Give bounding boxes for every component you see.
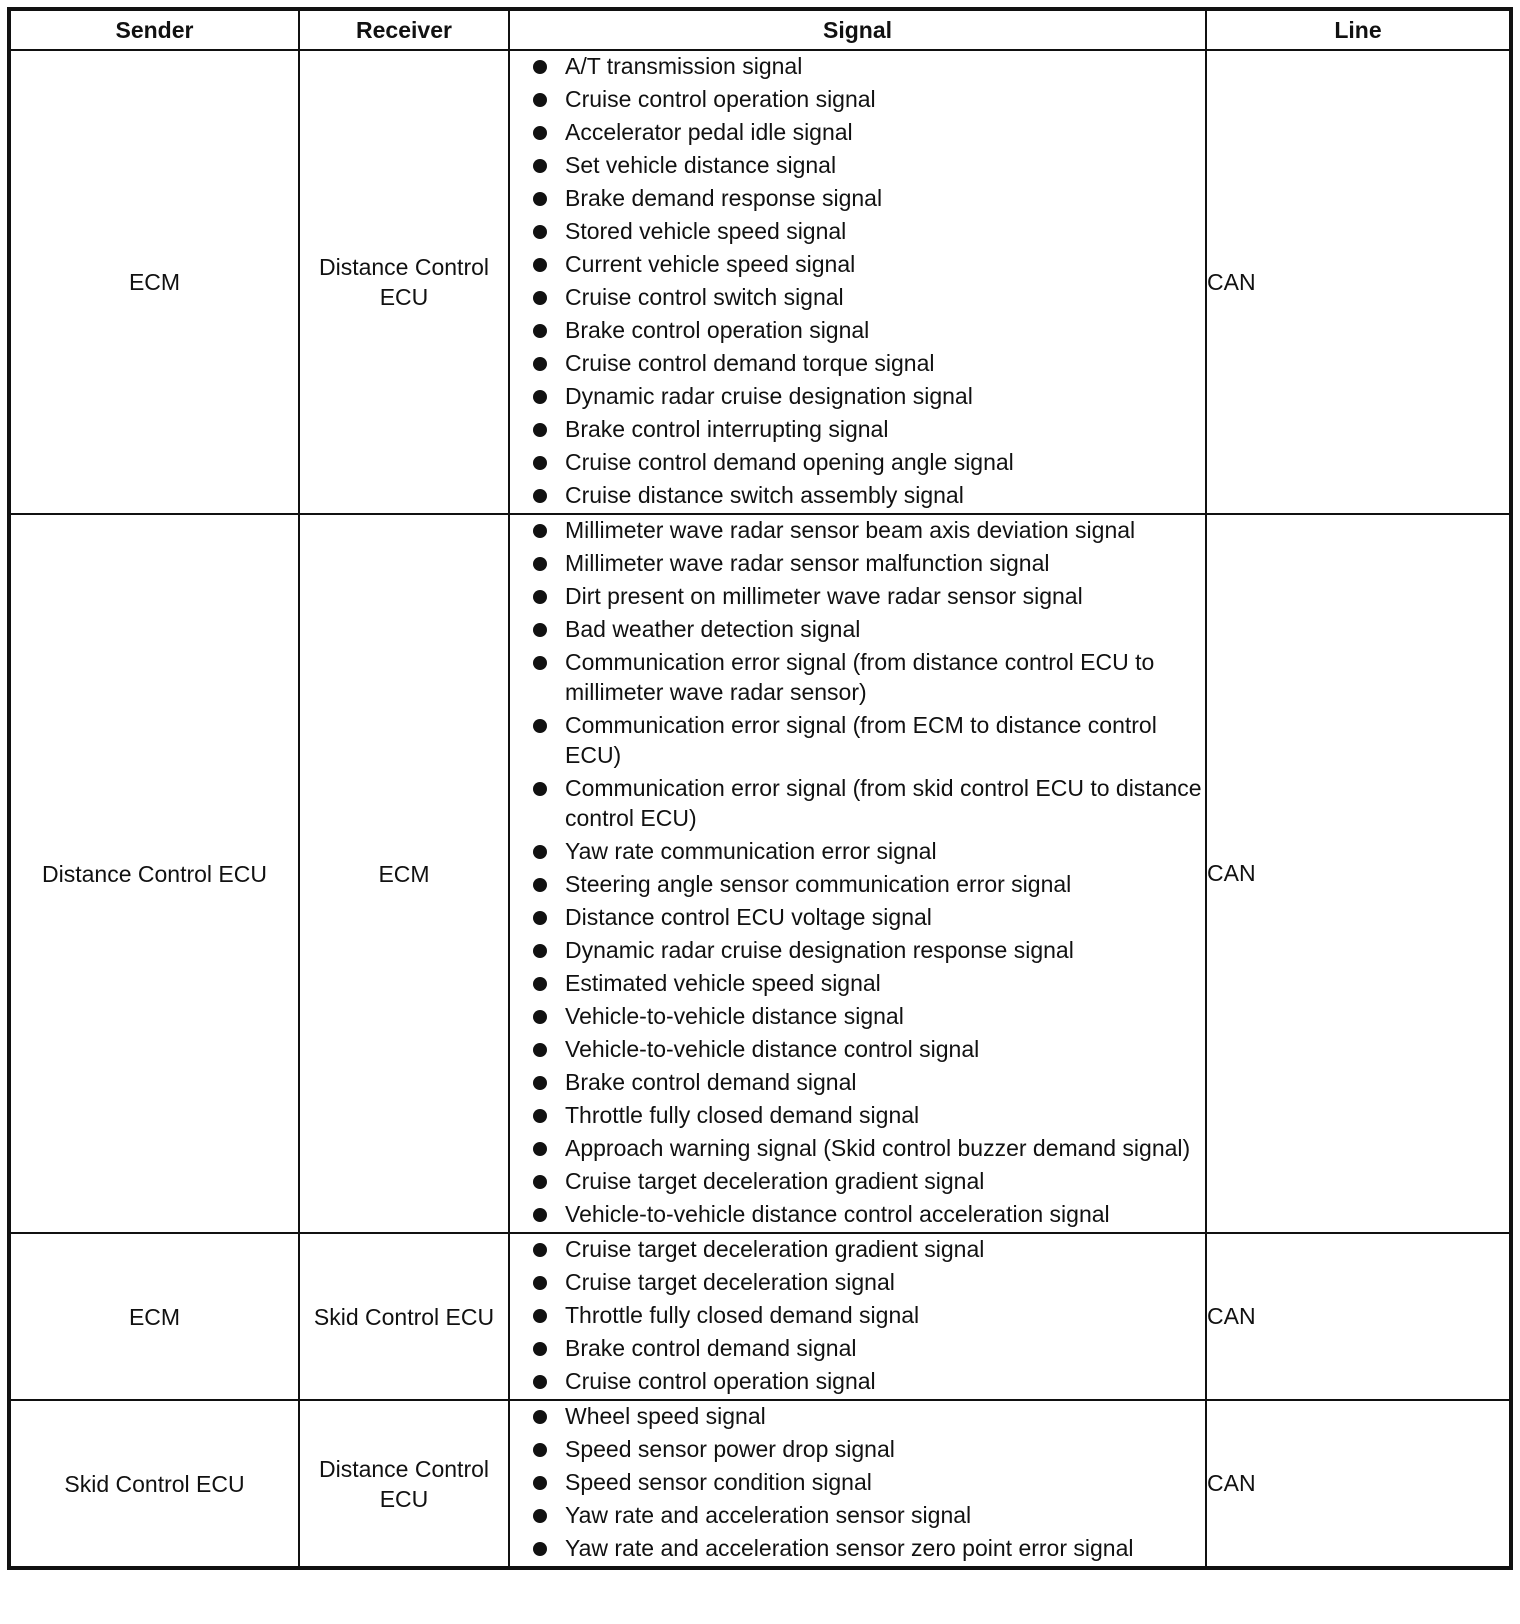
bullet-icon	[533, 291, 547, 305]
signal-item	[510, 282, 1205, 312]
signal-item	[510, 150, 1205, 180]
bullet-icon	[533, 1076, 547, 1090]
sender-cell: ECM	[9, 1233, 299, 1400]
sender-cell: Distance Control ECU	[9, 514, 299, 1233]
signal-item	[510, 1333, 1205, 1363]
signal-text: Approach warning signal (Skid control buzzer demand signal)	[565, 1135, 1191, 1161]
bullet-icon	[533, 623, 547, 637]
receiver-cell: Distance Control ECU	[299, 50, 509, 514]
line-cell: CAN	[1206, 1233, 1511, 1400]
signal-list	[510, 515, 1205, 1229]
signal-text: Dynamic radar cruise designation response signal	[565, 937, 1074, 963]
bullet-icon	[533, 1010, 547, 1024]
bullet-icon	[533, 1175, 547, 1189]
signal-list	[510, 1401, 1205, 1563]
signal-item	[510, 836, 1205, 866]
sender-cell: ECM	[9, 50, 299, 514]
signal-item	[510, 348, 1205, 378]
signal-text: Set vehicle distance signal	[565, 152, 837, 178]
bullet-icon	[533, 1142, 547, 1156]
bullet-icon	[533, 719, 547, 733]
signal-text: Vehicle-to-vehicle distance control signal	[565, 1036, 980, 1062]
signal-text: Brake demand response signal	[565, 185, 883, 211]
signal-item	[510, 1067, 1205, 1097]
signal-text: Steering angle sensor communication error signal	[565, 871, 1072, 897]
signal-item	[510, 183, 1205, 213]
signal-item	[510, 1366, 1205, 1396]
bullet-icon	[533, 1509, 547, 1523]
bullet-icon	[533, 1476, 547, 1490]
bullet-icon	[533, 159, 547, 173]
signal-text: Millimeter wave radar sensor malfunction signal	[565, 550, 1050, 576]
signal-text: Millimeter wave radar sensor beam axis deviation signal	[565, 517, 1136, 543]
signal-text: Bad weather detection signal	[565, 616, 861, 642]
signal-item	[510, 1467, 1205, 1497]
signal-text: Yaw rate communication error signal	[565, 838, 937, 864]
signal-text: Yaw rate and acceleration sensor zero point error signal	[565, 1535, 1134, 1561]
bullet-icon	[533, 93, 547, 107]
header-line: Line	[1206, 9, 1511, 50]
signal-text: Cruise control demand opening angle signal	[565, 449, 1014, 475]
signal-item	[510, 710, 1205, 770]
signal-item	[510, 117, 1205, 147]
signal-text: Accelerator pedal idle signal	[565, 119, 853, 145]
signal-text: Yaw rate and acceleration sensor signal	[565, 1502, 972, 1528]
signal-text: Communication error signal (from distance control ECU to millimeter wave radar sensor)	[565, 649, 1155, 705]
signal-text: Brake control interrupting signal	[565, 416, 889, 442]
signal-text: Current vehicle speed signal	[565, 251, 856, 277]
header-signal: Signal	[509, 9, 1206, 50]
bullet-icon	[533, 1043, 547, 1057]
header-row	[9, 9, 1511, 50]
signal-item	[510, 1401, 1205, 1431]
signal-item	[510, 1500, 1205, 1530]
bullet-icon	[533, 60, 547, 74]
signal-text: Cruise target deceleration gradient signal	[565, 1236, 985, 1262]
signal-item	[510, 315, 1205, 345]
bullet-icon	[533, 878, 547, 892]
line-cell: CAN	[1206, 514, 1511, 1233]
signal-text: Cruise control operation signal	[565, 1368, 876, 1394]
bullet-icon	[533, 1443, 547, 1457]
signal-text: Distance control ECU voltage signal	[565, 904, 932, 930]
signal-text: Stored vehicle speed signal	[565, 218, 847, 244]
signal-text: Brake control demand signal	[565, 1335, 857, 1361]
signal-item	[510, 414, 1205, 444]
table-body	[9, 50, 1511, 1568]
signal-text: Throttle fully closed demand signal	[565, 1102, 920, 1128]
signal-text: Communication error signal (from ECM to distance control ECU)	[565, 712, 1157, 768]
signal-text: A/T transmission signal	[565, 53, 803, 79]
signal-cell	[509, 514, 1206, 1233]
signal-text: Cruise target deceleration signal	[565, 1269, 895, 1295]
bullet-icon	[533, 1410, 547, 1424]
signal-item	[510, 581, 1205, 611]
bullet-icon	[533, 1309, 547, 1323]
bullet-icon	[533, 225, 547, 239]
bullet-icon	[533, 1342, 547, 1356]
bullet-icon	[533, 390, 547, 404]
bullet-icon	[533, 1243, 547, 1257]
signal-item	[510, 1267, 1205, 1297]
table-row	[9, 514, 1511, 1233]
bullet-icon	[533, 324, 547, 338]
signal-text: Vehicle-to-vehicle distance control acceleration signal	[565, 1201, 1110, 1227]
bullet-icon	[533, 782, 547, 796]
signal-item	[510, 1001, 1205, 1031]
signal-table	[7, 7, 1513, 1570]
bullet-icon	[533, 977, 547, 991]
signal-text: Cruise control demand torque signal	[565, 350, 935, 376]
signal-text: Communication error signal (from skid control ECU to distance control ECU)	[565, 775, 1202, 831]
sender-cell: Skid Control ECU	[9, 1400, 299, 1568]
bullet-icon	[533, 423, 547, 437]
signal-item	[510, 869, 1205, 899]
signal-item	[510, 1234, 1205, 1264]
bullet-icon	[533, 944, 547, 958]
signal-cell	[509, 1233, 1206, 1400]
bullet-icon	[533, 1542, 547, 1556]
line-cell: CAN	[1206, 50, 1511, 514]
bullet-icon	[533, 656, 547, 670]
bullet-icon	[533, 590, 547, 604]
signal-item	[510, 381, 1205, 411]
signal-item	[510, 968, 1205, 998]
signal-text: Dirt present on millimeter wave radar sensor signal	[565, 583, 1083, 609]
bullet-icon	[533, 126, 547, 140]
signal-item	[510, 515, 1205, 545]
signal-text: Wheel speed signal	[565, 1403, 766, 1429]
signal-list	[510, 1234, 1205, 1396]
bullet-icon	[533, 192, 547, 206]
signal-item	[510, 1199, 1205, 1229]
signal-text: Speed sensor condition signal	[565, 1469, 872, 1495]
bullet-icon	[533, 524, 547, 538]
signal-text: Cruise control switch signal	[565, 284, 844, 310]
signal-item	[510, 84, 1205, 114]
bullet-icon	[533, 1276, 547, 1290]
bullet-icon	[533, 357, 547, 371]
header-sender: Sender	[9, 9, 299, 50]
bullet-icon	[533, 845, 547, 859]
bullet-icon	[533, 1208, 547, 1222]
bullet-icon	[533, 489, 547, 503]
line-cell: CAN	[1206, 1400, 1511, 1568]
signal-text: Throttle fully closed demand signal	[565, 1302, 920, 1328]
bullet-icon	[533, 1375, 547, 1389]
signal-item	[510, 480, 1205, 510]
signal-item	[510, 1166, 1205, 1196]
signal-item	[510, 1100, 1205, 1130]
signal-text: Dynamic radar cruise designation signal	[565, 383, 973, 409]
signal-cell	[509, 50, 1206, 514]
signal-text: Vehicle-to-vehicle distance signal	[565, 1003, 904, 1029]
receiver-cell: ECM	[299, 514, 509, 1233]
bullet-icon	[533, 911, 547, 925]
signal-text: Speed sensor power drop signal	[565, 1436, 895, 1462]
signal-item	[510, 249, 1205, 279]
signal-item	[510, 902, 1205, 932]
bullet-icon	[533, 1109, 547, 1123]
signal-item	[510, 51, 1205, 81]
bullet-icon	[533, 258, 547, 272]
bullet-icon	[533, 557, 547, 571]
receiver-cell: Distance Control ECU	[299, 1400, 509, 1568]
signal-text: Brake control operation signal	[565, 317, 870, 343]
signal-text: Brake control demand signal	[565, 1069, 857, 1095]
table-row	[9, 1233, 1511, 1400]
signal-text: Cruise target deceleration gradient signal	[565, 1168, 985, 1194]
signal-item	[510, 935, 1205, 965]
signal-item	[510, 447, 1205, 477]
signal-item	[510, 1300, 1205, 1330]
header-receiver: Receiver	[299, 9, 509, 50]
bullet-icon	[533, 456, 547, 470]
signal-item	[510, 773, 1205, 833]
signal-item	[510, 548, 1205, 578]
signal-list	[510, 51, 1205, 510]
signal-item	[510, 1034, 1205, 1064]
table-row	[9, 1400, 1511, 1568]
signal-text: Estimated vehicle speed signal	[565, 970, 881, 996]
table-row	[9, 50, 1511, 514]
signal-item	[510, 647, 1205, 707]
signal-cell	[509, 1400, 1206, 1568]
signal-text: Cruise distance switch assembly signal	[565, 482, 964, 508]
signal-text: Cruise control operation signal	[565, 86, 876, 112]
signal-item	[510, 1533, 1205, 1563]
signal-item	[510, 216, 1205, 246]
receiver-cell: Skid Control ECU	[299, 1233, 509, 1400]
signal-item	[510, 1133, 1205, 1163]
signal-item	[510, 1434, 1205, 1464]
signal-item	[510, 614, 1205, 644]
